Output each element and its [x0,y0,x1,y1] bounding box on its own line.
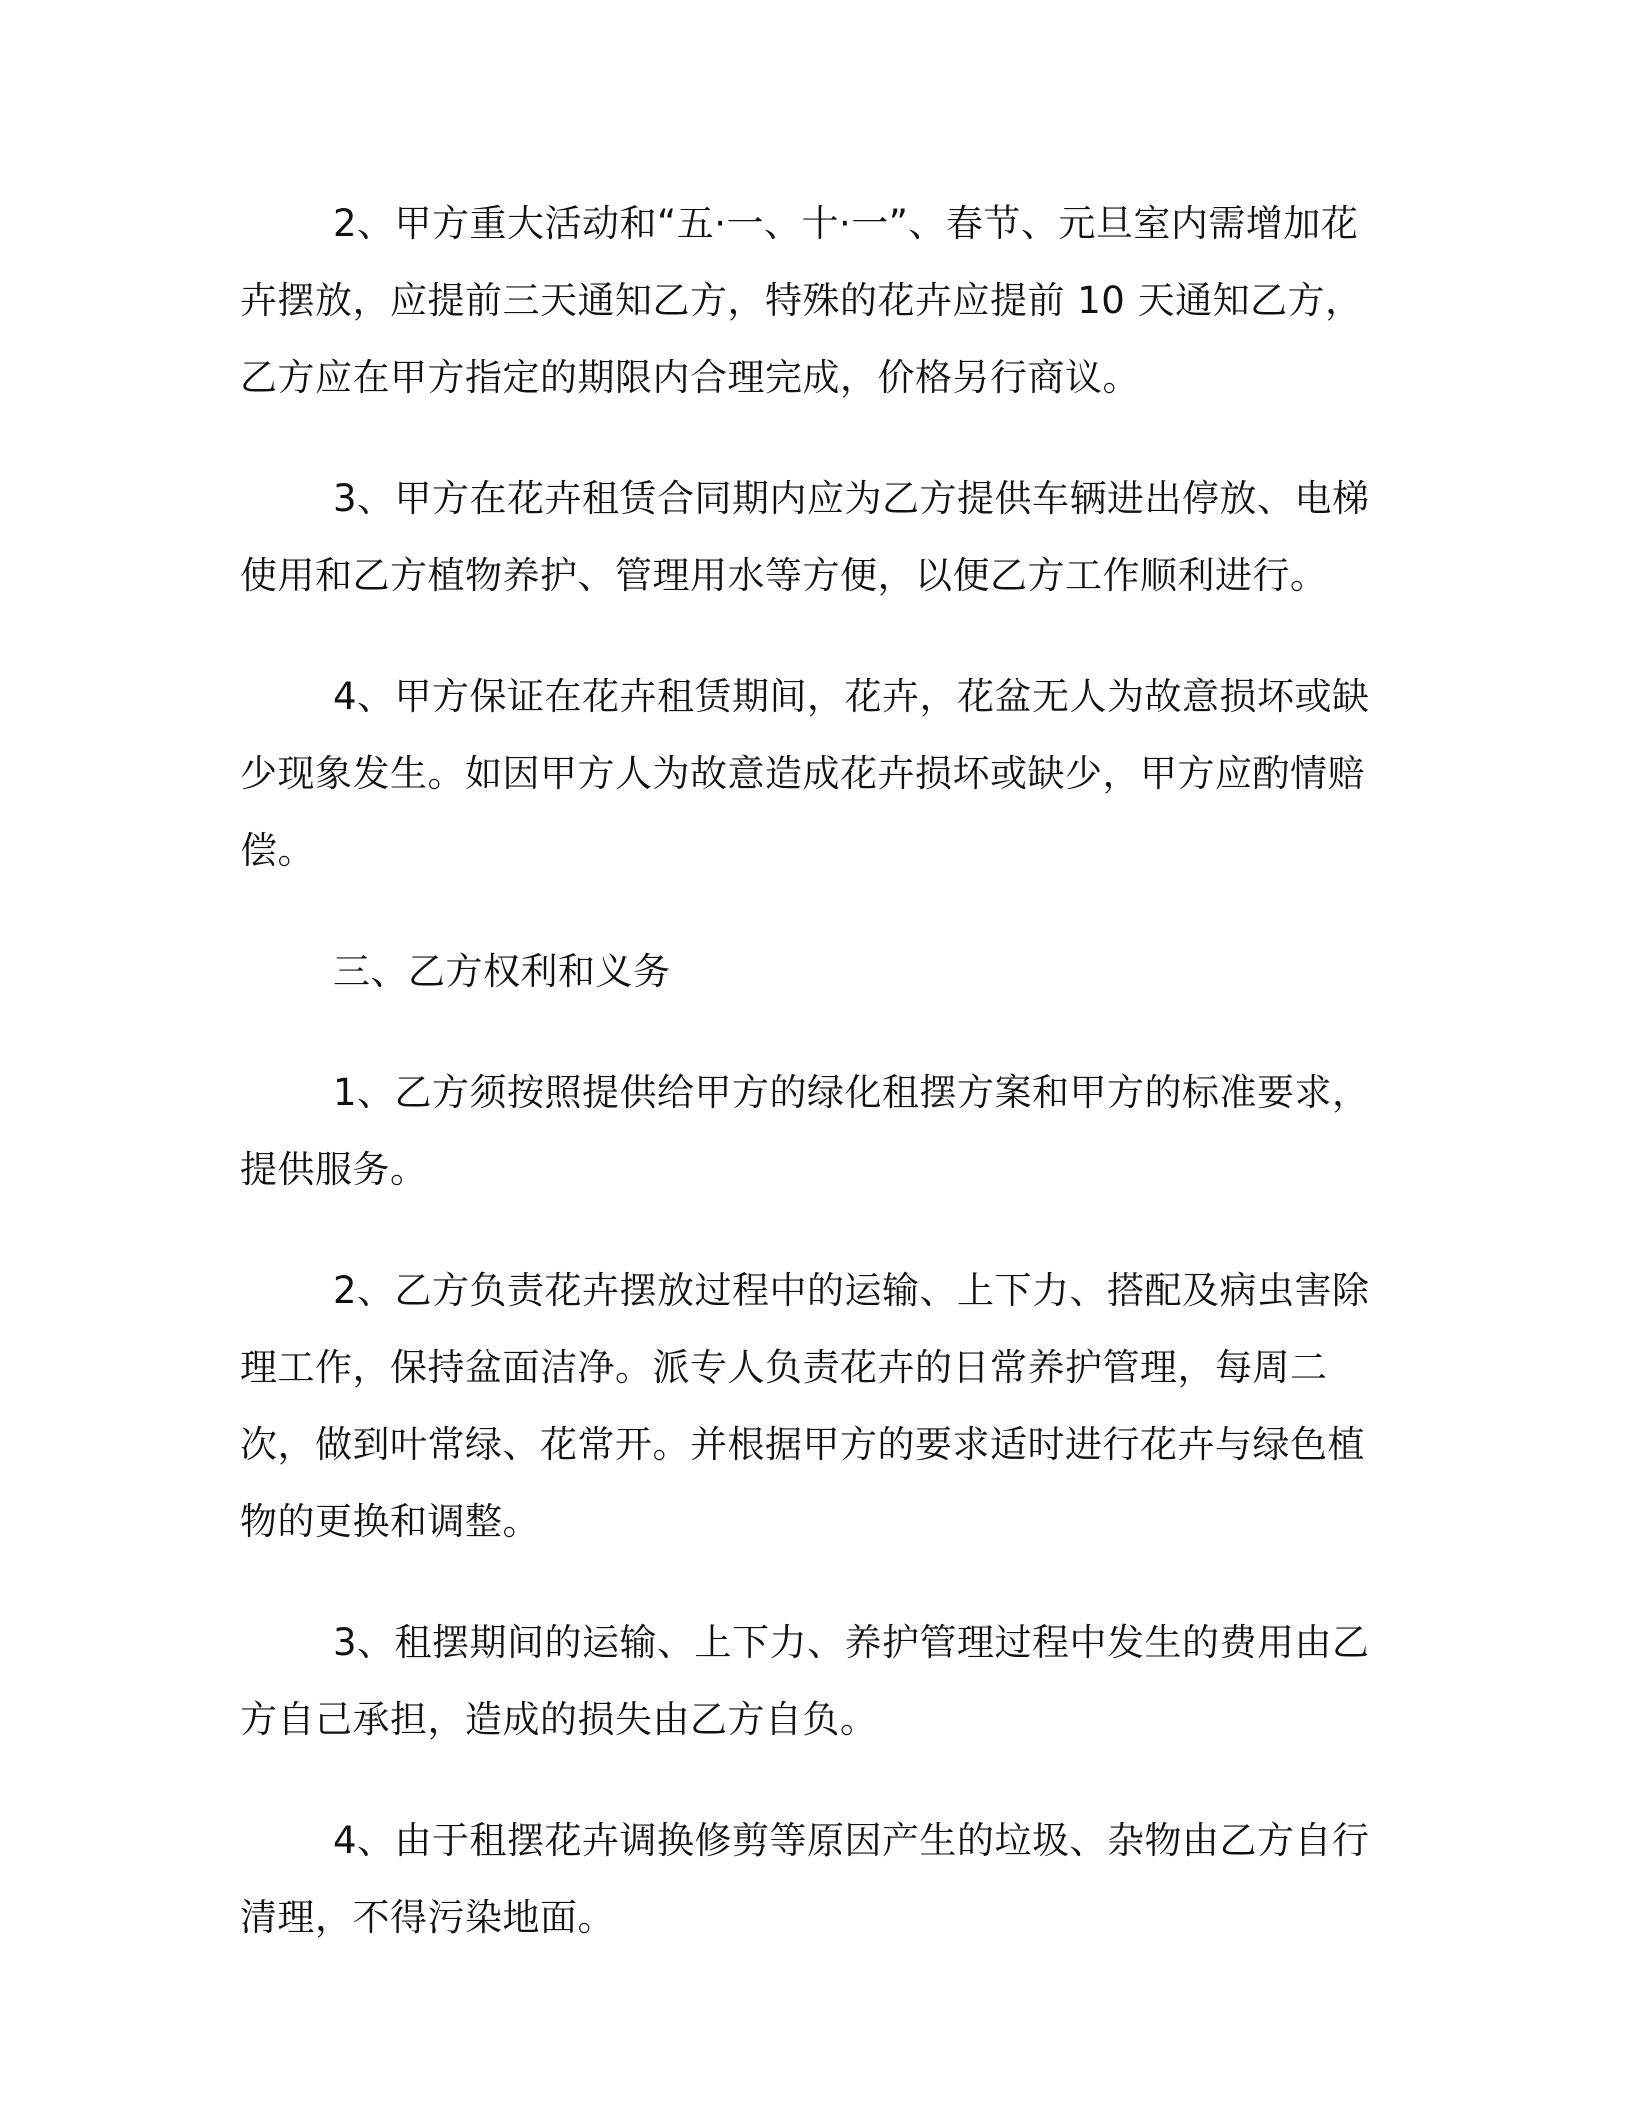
paragraph-party-b-clause-2: 2、乙方负责花卉摆放过程中的运输、上下力、搭配及病虫害除理工作，保持盆面洁净。派专人负责花卉的日常养护管理，每周二次，做到叶常绿、花常开。并根据甲方的要求适时进行花卉与绿色植物的更换和调整。 [240,1269,1370,1543]
document-body [240,185,1390,2000]
paragraph-party-b-clause-4: 4、由于租摆花卉调换修剪等原因产生的垃圾、杂物由乙方自行清理，不得污染地面。 [240,1819,1370,1939]
section-heading-party-b: 三、乙方权利和义务 [333,950,671,993]
paragraph-party-b-clause-3: 3、租摆期间的运输、上下力、养护管理过程中发生的费用由乙方自己承担，造成的损失由乙方自负。 [240,1621,1370,1741]
paragraph-party-a-clause-2: 2、甲方重大活动和“五·一、十·一”、春节、元旦室内需增加花卉摆放，应提前三天通知乙方，特殊的花卉应提前 10 天通知乙方，乙方应在甲方指定的期限内合理完成，价格另行商议。 [240,202,1363,399]
paragraph-party-a-clause-3: 3、甲方在花卉租赁合同期内应为乙方提供车辆进出停放、电梯使用和乙方植物养护、管理用水等方便，以便乙方工作顺利进行。 [240,477,1370,597]
paragraph-party-b-clause-1: 1、乙方须按照提供给甲方的绿化租摆方案和甲方的标准要求，提供服务。 [240,1071,1370,1191]
paragraph-party-a-clause-4: 4、甲方保证在花卉租赁期间，花卉，花盆无人为故意损坏或缺少现象发生。如因甲方人为故意造成花卉损坏或缺少，甲方应酌情赔偿。 [240,675,1370,872]
